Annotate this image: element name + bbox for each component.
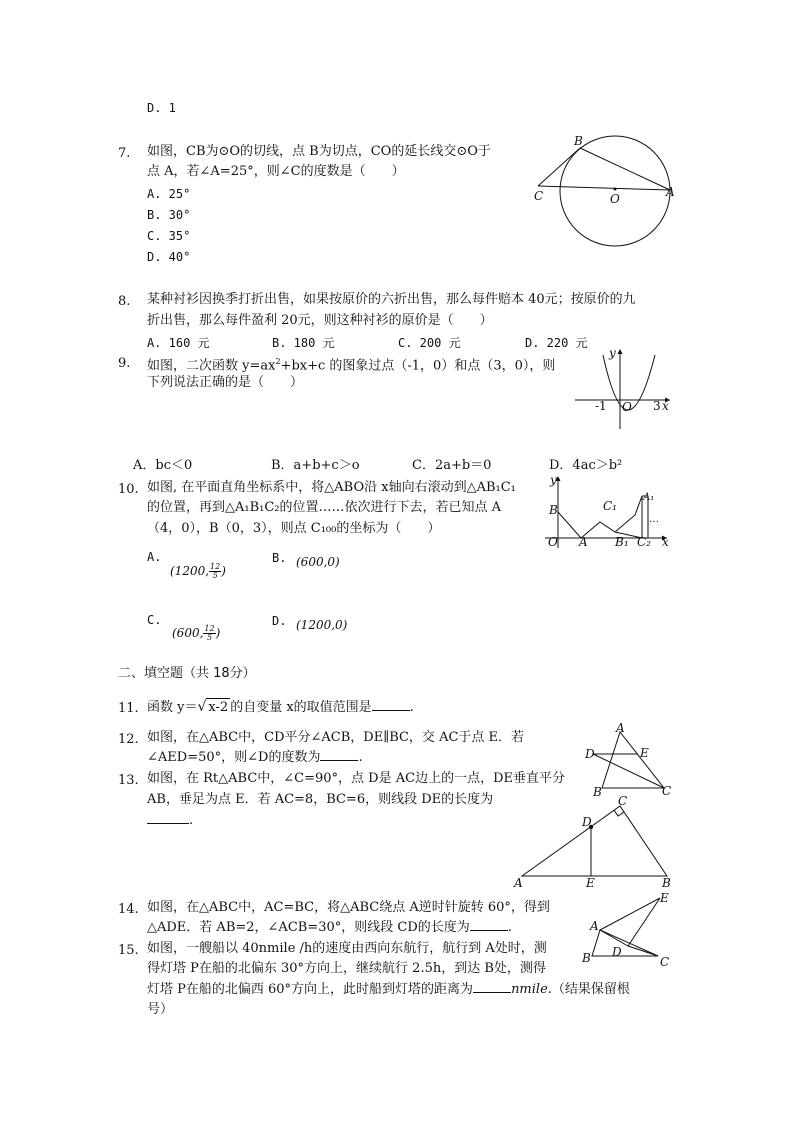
- q10-text-line1: 如图, 在平面直角坐标系中，将△ABO沿 x轴向右滚动到△AB₁C₁: [147, 480, 516, 495]
- q7-number: 7.: [118, 146, 131, 161]
- q12-label-e: E: [640, 746, 649, 760]
- q13-text-line1: 如图，在 Rt△ABC中，∠C=90°，点 D是 AC边上的一点，DE垂直平分: [147, 771, 565, 786]
- q9-text-line1: 如图，二次函数 $y=ax^2+bx+c$ 的图象过点（-1，0）和点（3，0），则: [147, 357, 556, 374]
- q14-label-d: D: [612, 945, 622, 959]
- q9-text-line2: 下列说法正确的是（ ）: [147, 375, 304, 390]
- q10-label-a1: A₁: [643, 492, 655, 503]
- q7-label-c: C: [534, 189, 544, 203]
- q10-option-b-label: B.: [272, 551, 287, 565]
- q12-figure: [582, 722, 677, 802]
- q15-text-line3: 灯塔 P在船的北偏西 60°方向上，此时船到灯塔的距离为 nmile.（结果保留根: [147, 982, 630, 997]
- q7-label-b: B: [574, 134, 583, 148]
- q14-label-b: B: [582, 951, 591, 965]
- q8-option-d: D. 220 元: [525, 336, 588, 350]
- q10-option-d-value: (1200,0): [296, 618, 348, 632]
- q9-option-d: D．4ac＞b²: [549, 458, 623, 473]
- q9-label-y: y: [609, 346, 616, 360]
- q13-figure: [510, 796, 680, 896]
- q12-number: 12.: [118, 732, 139, 747]
- q12-label-d: D: [585, 747, 595, 761]
- q10-figure: [545, 470, 675, 550]
- q8-option-b: B. 180 元: [272, 336, 335, 350]
- q9-label-3: 3: [653, 399, 661, 413]
- q13-label-c: C: [618, 794, 628, 808]
- q9-option-a: A．bc＜0: [133, 458, 193, 473]
- q9-label-neg1: -1: [595, 399, 607, 413]
- q14-label-a: A: [590, 919, 599, 933]
- q10-label-b1: B₁: [615, 535, 629, 549]
- q13-label-b: B: [662, 876, 671, 890]
- q9-option-b: B．a+b+c＞o: [271, 458, 360, 473]
- q8-option-a: A. 160 元: [147, 336, 210, 350]
- q9-label-o: O: [622, 400, 632, 414]
- q8-option-c: C. 200 元: [398, 336, 461, 350]
- q10-text-line3: （4，0），B（0，3），则点 C₁₀₀的坐标为（ ）: [147, 521, 441, 536]
- q10-option-c-value: (600, $\frac{12}{5}$ ): [172, 624, 221, 642]
- q12-label-b: B: [593, 785, 602, 799]
- q14-figure: [582, 890, 677, 970]
- q9-label-x: x: [662, 399, 669, 413]
- q13-number: 13.: [118, 773, 139, 788]
- q14-label-c: C: [660, 955, 670, 969]
- q10-label-a: A: [579, 535, 588, 549]
- q7-option-d: D. 40°: [147, 250, 191, 264]
- q15-text-line1: 如图，一艘船以 40nmile /h的速度由西向东航行，航行到 A处时，测: [147, 941, 547, 956]
- q7-label-o: O: [610, 192, 620, 206]
- q12-text-line2: ∠AED=50°，则∠D的度数为 .: [147, 750, 363, 765]
- q12-text-line1: 如图，在△ABC中，CD平分∠ACB，DE∥BC，交 AC于点 E．若: [147, 730, 525, 745]
- q10-text-line2: 的位置，再到△A₁B₁C₂的位置……依次进行下去，若已知点 A: [147, 500, 502, 515]
- q12-label-c: C: [662, 784, 672, 798]
- section-fill-in-title: 二、填空题（共 18分）: [118, 666, 256, 681]
- q7-text-line1: 如图，CB为⊙O的切线，点 B为切点，CO的延长线交⊙O于: [147, 144, 491, 159]
- q14-text-line2: △ADE．若 AB=2，∠ACB=30°，则线段 CD的长度为 .: [147, 920, 512, 935]
- q13-answer-line: .: [147, 812, 193, 830]
- q15-number: 15.: [118, 943, 139, 958]
- q10-option-a-value: (1200, $\frac{12}{5}$ ): [170, 562, 226, 580]
- q8-number: 8.: [118, 294, 131, 309]
- q10-option-a-label: A.: [147, 550, 162, 564]
- q6-option-d: D. 1: [147, 101, 176, 115]
- q14-number: 14.: [118, 902, 139, 917]
- q13-text-line2: AB，垂足为点 E．若 AC=8，BC=6，则线段 DE的长度为: [147, 792, 494, 807]
- q8-text-line2: 折出售，那么每件盈利 20元，则这种衬衫的原价是（ ）: [147, 313, 493, 328]
- q9-figure: [575, 345, 675, 430]
- q9-number: 9.: [118, 356, 131, 371]
- q10-label-o: O: [548, 535, 558, 549]
- q13-label-d: D: [582, 815, 592, 829]
- q7-option-b: B. 30°: [147, 208, 191, 222]
- q7-option-a: A. 25°: [147, 187, 191, 201]
- q10-option-d-label: D.: [272, 614, 287, 628]
- q15-text-line4: 号）: [147, 1002, 174, 1017]
- q9-option-c: C．2a+b＝0: [412, 458, 492, 473]
- q7-label-a: A: [666, 185, 675, 199]
- q8-text-line1: 某种衬衫因换季打折出售，如果按原价的六折出售，那么每件赔本 40元；按原价的九: [147, 292, 636, 307]
- q10-label-c2: C₂: [637, 535, 651, 549]
- q11-number: 11.: [118, 701, 139, 716]
- q10-option-c-label: C.: [147, 613, 162, 627]
- q10-label-c1: C₁: [603, 499, 617, 513]
- q14-label-e: E: [660, 891, 669, 905]
- q15-text-line2: 得灯塔 P在船的北偏东 30°方向上，继续航行 2.5h，到达 B处，测得: [147, 961, 546, 976]
- q7-option-c: C. 35°: [147, 229, 191, 243]
- q7-figure: [530, 135, 680, 265]
- q10-number: 10.: [118, 482, 139, 497]
- q13-label-e: E: [586, 876, 595, 890]
- q11-text: 函数 y＝√ x-2 的自变量 x的取值范围是 .: [147, 699, 414, 715]
- q10-label-dots: …: [649, 514, 659, 525]
- q7-text-line2: 点 A，若∠A=25°，则∠C的度数是（ ）: [147, 164, 405, 179]
- q10-label-x: x: [662, 535, 669, 549]
- q12-label-a: A: [616, 721, 625, 735]
- q14-text-line1: 如图，在△ABC中，AC=BC，将△ABC绕点 A逆时针旋转 60°，得到: [147, 900, 550, 915]
- q10-label-y: y: [550, 473, 557, 487]
- q10-label-b: B: [549, 503, 558, 517]
- q13-label-a: A: [514, 876, 523, 890]
- q10-option-b-value: (600,0): [296, 555, 340, 569]
